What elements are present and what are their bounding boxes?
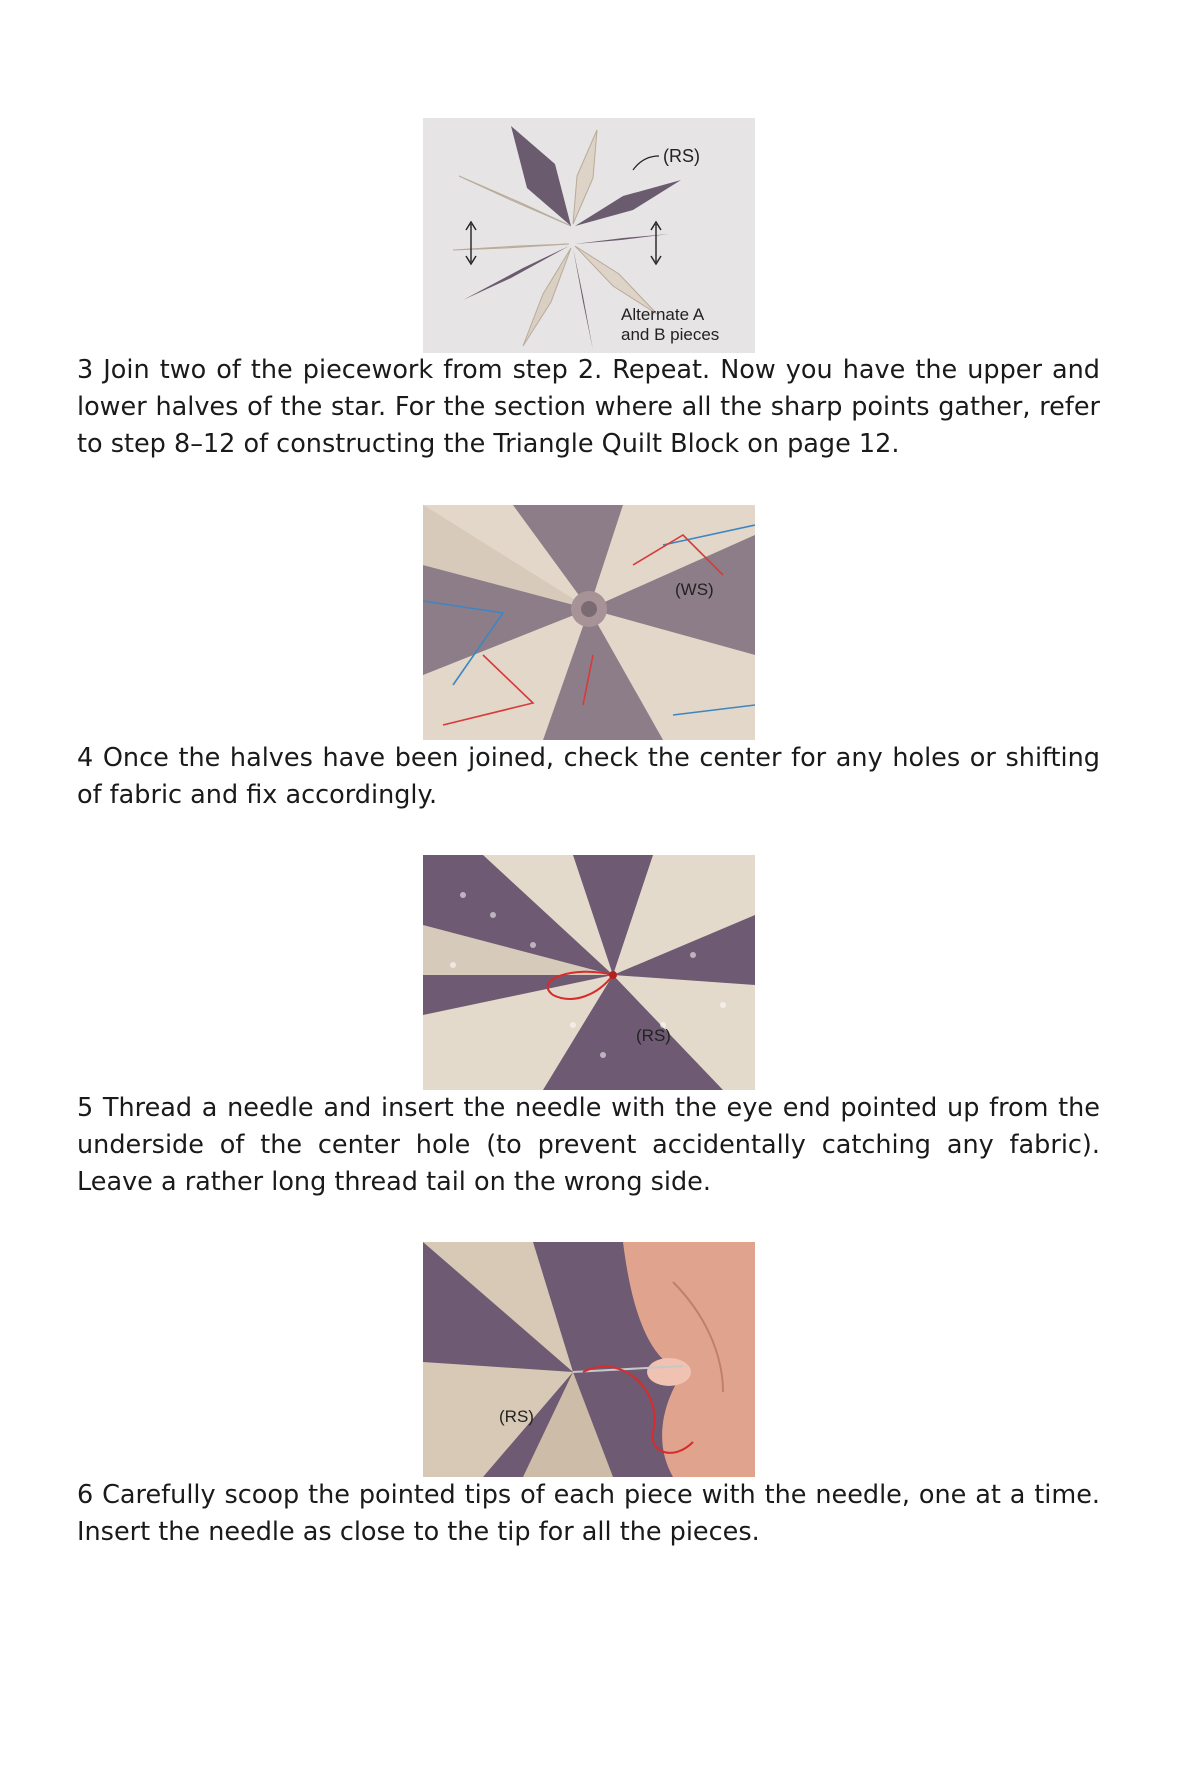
- rs-label: (RS): [663, 146, 700, 166]
- figure-star-halves: [423, 118, 755, 353]
- figure-wrong-side-center: [423, 505, 755, 740]
- caption-line-1: Alternate A: [621, 305, 705, 324]
- needle-scoop-photo: [423, 1242, 755, 1477]
- center-hole: [609, 971, 617, 979]
- rs-label: (RS): [636, 1026, 671, 1045]
- step-6-text: 6 Carefully scoop the pointed tips of each piece with the needle, one at a time. Insert the needle as close to the tip for all the pieces.: [77, 1480, 1100, 1547]
- caption-line-2: and B pieces: [621, 325, 720, 344]
- step-5-text: 5 Thread a needle and insert the needle with the eye end pointed up from the underside of the center hole (to prevent accidentally catching any fabric). Leave a rather long thread tail on the wrong side.: [77, 1093, 1100, 1197]
- figure-right-side-center: [423, 855, 755, 1090]
- step-3-text: 3 Join two of the piecework from step 2. Repeat. Now you have the upper and lower halves of the star. For the section where all the sharp points gather, refer to step 8–12 of constructing the Triangle Quilt Block on page 12.: [77, 355, 1100, 459]
- rs-label: (RS): [499, 1407, 534, 1426]
- step-4-text: 4 Once the halves have been joined, check the center for any holes or shifting of fabric and fix accordingly.: [77, 743, 1100, 810]
- wrong-side-photo: [423, 505, 755, 740]
- ws-label: (WS): [675, 580, 714, 599]
- star-halves-illustration: [423, 118, 755, 353]
- figure-needle-scoop: [423, 1242, 755, 1477]
- right-side-photo: [423, 855, 755, 1090]
